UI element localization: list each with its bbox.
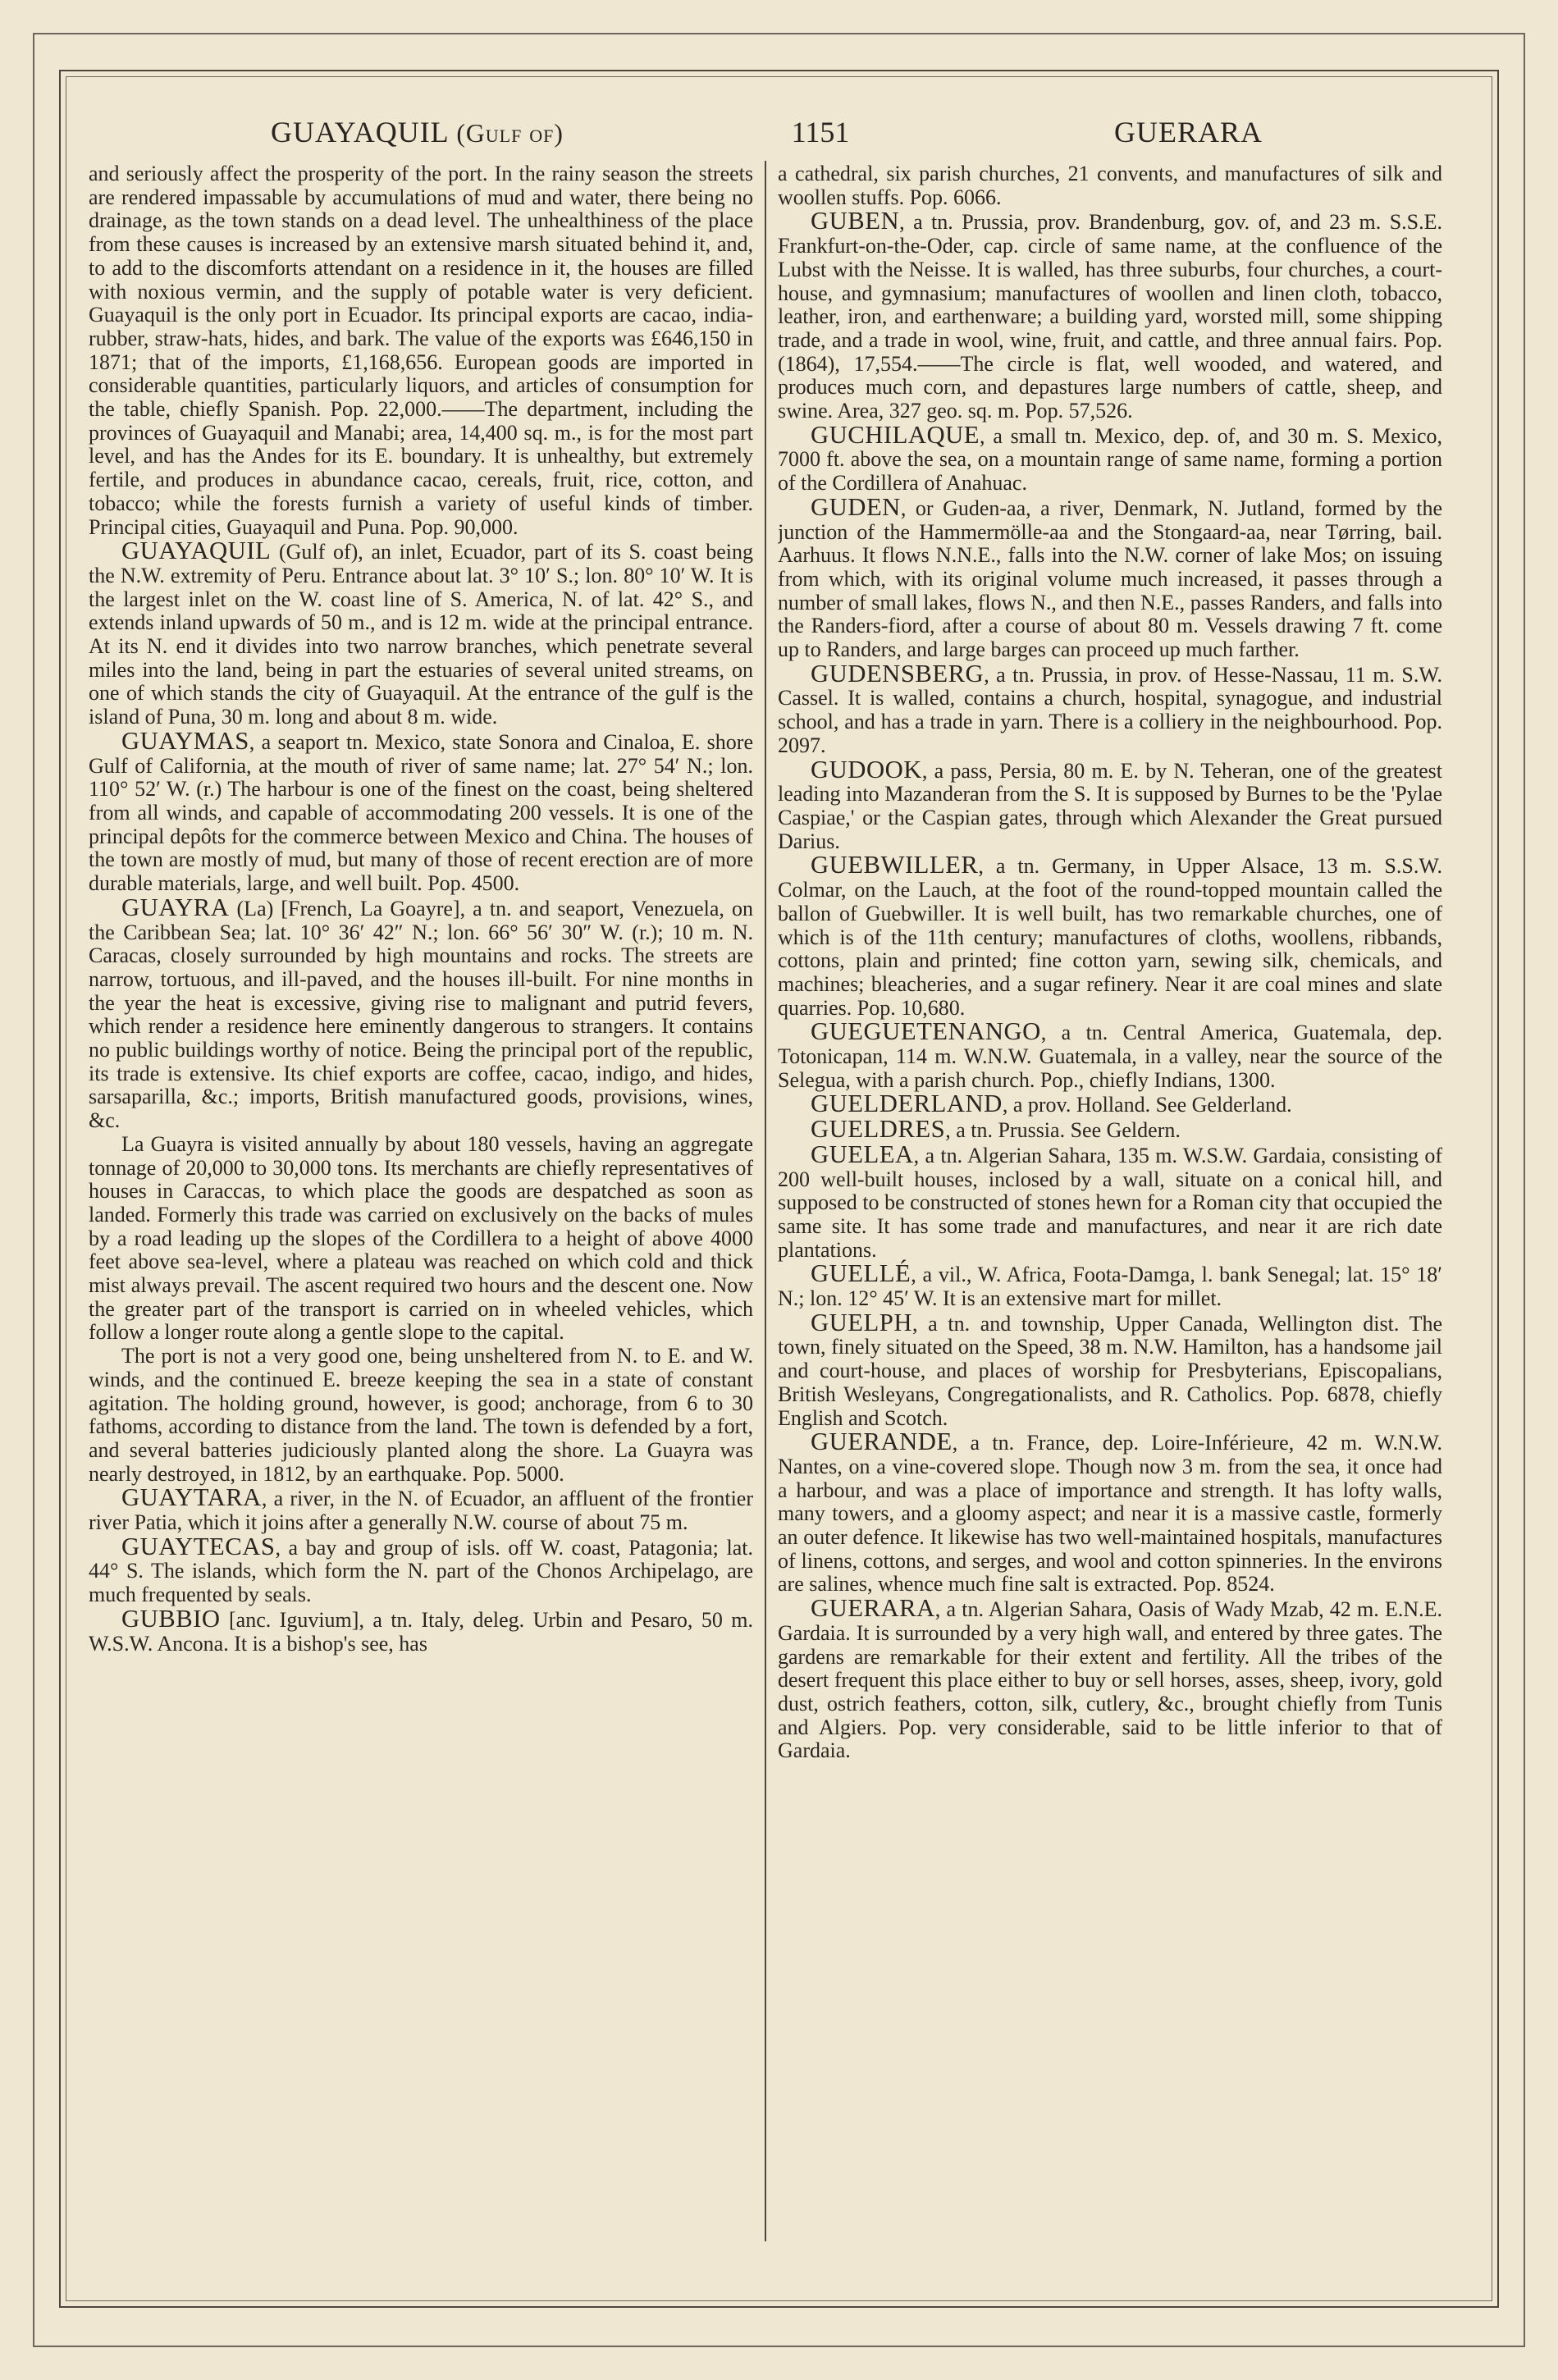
entry-text: and seriously affect the prosperity of the port. In the rainy season the streets are rendered impassable by accumulations of mud and water, there being no drainage, as the town stands on a dead level. The unhealthiness of the place from these causes is increased by an extensive marsh situated behind it, and, to add to the discomforts attendant on a residence in it, the houses are filled with noxious vermin, and the supply of potable water is very deficient. Guayaquil is the only port in Ecuador. Its principal exports are cacao, india-rubber, straw-hats, hides, and bark. The value of the exports was £646,150 in 1871; that of the imports, £1,168,656. European goods are imported in considerable quantities, particularly liquors, and articles of consumption for the table, chiefly Spanish. Pop. 22,000.——The department, including the provinces of Guayaquil and Manabi; area, 14,400 sq. m., is for the most part level, and has the Andes for its E. boundary. It is unhealthy, but extremely fertile, and produces in abundance cacao, cereals, fruit, rice, cotton, and tobacco; while the forests furnish a variety of useful kinds of timber. Principal cities, Guayaquil and Puna. Pop. 90,000. [89, 162, 753, 539]
entry-text: , a tn. France, dep. Loire-Inférieure, 42 m. W.N.W. Nantes, on a vine-covered slope. Though now 3 m. from the sea, it once had a harbour, and was a place of importance and strength. It has lofty walls, many towers, and a gloomy aspect; and near it is a massive castle, formerly an outer defence. It likewise has two well-maintained hospitals, manufactures of linens, cottons, and serges, and wool and cotton spinneries. In the environs are salines, whence much fine salt is extracted. Pop. 8524. [778, 1431, 1442, 1597]
entry-text: , a tn. Prussia. See Geldern. [945, 1118, 1181, 1143]
entry-text: , a tn. Central America, Guatemala, dep. Totonicapan, 114 m. W.N.W. Guatemala, in a valley, near the source of the Selegua, with a parish church. Pop., chiefly Indians, 1300. [778, 1021, 1442, 1092]
entry-headword: GUAYMAS [121, 726, 249, 755]
entry-headword: GUERARA [811, 1594, 935, 1623]
paragraph [89, 1345, 753, 1486]
header-left-sub: (Gulf of) [456, 119, 564, 148]
entry-text: , a pass, Persia, 80 m. E. by N. Teheran, one of the greatest leading into Mazanderan from the S. It is supposed by Burnes to be the 'Pylae Caspiae,' or the Caspian gates, through which Alexander the Great pursued Darius. [778, 758, 1442, 853]
gazetteer-entry [778, 1017, 1442, 1092]
entry-text: , a tn. and township, Upper Canada, Wellington dist. The town, finely situated on the Speed, 38 m. N.W. Hamilton, has a handsome jail and court-house, and places of worship for Presbyterians, Episcopalians, British Wesleyans, Congregationalists, and R. Catholics. Pop. 6878, chiefly English and Scotch. [778, 1311, 1442, 1430]
page-number: 1151 [791, 116, 850, 148]
entry-headword: GUDENSBERG [811, 659, 985, 688]
running-header [74, 108, 1484, 158]
entry-text: , a river, in the N. of Ecuador, an affluent of the frontier river Patia, which it joins after a generally N.W. course of about 75 m. [89, 1487, 753, 1535]
gazetteer-entry [89, 1483, 753, 1535]
entry-text: , a tn. Algerian Sahara, 135 m. W.S.W. Gardaia, consisting of 200 well-built houses, inclosed by a wall, situate on a conical hill, and supposed to be constructed of stones hewn for a Roman city that occupied the same site. It has some trade and manufactures, and near it are rich date plantations. [778, 1143, 1442, 1262]
gazetteer-entry [778, 209, 1442, 423]
entry-text: , a tn. Algerian Sahara, Oasis of Wady Mzab, 42 m. E.N.E. Gardaia. It is surrounded by a very high wall, and entered by three gates. The gardens are remarkable for their extent and fertility. All the tribes of the desert frequent this place either to buy or sell horses, asses, sheep, ivory, gold dust, ostrich feathers, cotton, silk, cutlery, &c., brought chiefly from Tunis and Algiers. Pop. very considerable, said to be little inferior to that of Gardaia. [778, 1597, 1442, 1763]
gazetteer-entry [778, 492, 1442, 662]
column-divider [765, 161, 766, 2241]
gazetteer-entry [778, 1259, 1442, 1311]
gazetteer-entry [778, 1308, 1442, 1431]
entry-text: a cathedral, six parish churches, 21 convents, and manufactures of silk and woollen stuffs. Pop. 6066. [778, 162, 1442, 209]
entry-headword: GUCHILAQUE [811, 420, 980, 449]
left-column [89, 162, 753, 2238]
entry-text: (Gulf of), an inlet, Ecuador, part of its S. coast being the N.W. extremity of Peru. Entrance about lat. 3° 10′ S.; lon. 80° 10′ W. It is the largest inlet on the W. coast line of S. America, N. of lat. 42° S., and extends inland upwards of 50 m., and is 12 m. wide at the principal entrance. At its N. end it divides into two narrow branches, which penetrate several miles into the land, being in part the estuaries of several united streams, on one of which stands the city of Guayaquil. At the entrance of the gulf is the island of Puna, 30 m. long and about 8 m. wide. [89, 540, 753, 729]
entry-headword: GUEGUETENANGO [811, 1017, 1041, 1046]
entry-headword: GUAYTECAS [121, 1532, 276, 1560]
gazetteer-entry [778, 1140, 1442, 1263]
entry-headword: GUELDERLAND [811, 1090, 1003, 1118]
gazetteer-entry [89, 539, 753, 729]
entry-headword: GUELPH [811, 1308, 912, 1336]
gazetteer-entry [778, 1594, 1442, 1763]
paragraph [89, 1133, 753, 1345]
continued-text [778, 162, 1442, 209]
entry-text: , a prov. Holland. See Gelderland. [1002, 1093, 1292, 1117]
entry-headword: GUDOOK [811, 755, 922, 783]
header-left-title: GUAYAQUIL [271, 116, 449, 148]
entry-text: [anc. Iguvium], a tn. Italy, deleg. Urbin and Pesaro, 50 m. W.S.W. Ancona. It is a bishop's see, has [89, 1607, 753, 1656]
entry-headword: GUELDRES [811, 1115, 946, 1144]
entry-headword: GUDEN [811, 492, 901, 521]
header-left [271, 115, 564, 149]
entry-text: La Guayra is visited annually by about 180 vessels, having an aggregate tonnage of 20,000 to 30,000 tons. Its merchants are chiefly representatives of houses in Caraccas, to which place the goods are despatched as soon as landed. Formerly this trade was carried on exclusively on the backs of mules by a road leading up the slopes of the Cordillera to a height of above 4000 feet above sea-level, where a plateau was reached on which cold and thick mist always prevail. The ascent required two hours and the descent one. Now the greater part of the transport is carried on in wheeled vehicles, which follow a longer route along a gentle slope to the capital. [89, 1131, 753, 1345]
entry-text: , or Guden-aa, a river, Denmark, N. Jutland, formed by the junction of the Hammermölle-aa and the Stongaard-aa, near Tørring, bail. Aarhuus. It flows N.N.E., falls into the N.W. corner of lake Mos; on issuing from which, with its original volume much increased, it passes through a number of small lakes, flows N., and then N.E., passes Randers, and falls into the Randers-fiord, after a course of about 80 m. Vessels drawing 7 ft. come up to Randers, and large barges can proceed up much farther. [778, 496, 1442, 662]
entry-headword: GUAYAQUIL [121, 537, 272, 565]
entry-text: , a tn. Prussia, prov. Brandenburg, gov. of, and 23 m. S.S.E. Frankfurt-on-the-Oder, cap. circle of same name, at the confluence of the Lubst with the Neisse. It is walled, has three suburbs, four churches, a court-house, and gymnasium; manufactures of woollen and linen cloth, tobacco, leather, iron, and earthenware; a building yard, worsted mill, some shipping trade, and a trade in wool, wine, fruit, and cattle, and three annual fairs. Pop. (1864), 17,554.——The circle is flat, well wooded, and watered, and produces much corn, and depastures large numbers of cattle, sheep, and swine. Area, 327 geo. sq. m. Pop. 57,526. [778, 210, 1442, 423]
gazetteer-entry [89, 893, 753, 1133]
entry-headword: GUERANDE [811, 1428, 953, 1456]
gazetteer-entry [778, 1117, 1442, 1143]
gazetteer-entry [89, 1604, 753, 1656]
gazetteer-entry [778, 1092, 1442, 1117]
gazetteer-entry [778, 853, 1442, 1020]
gazetteer-entry [778, 659, 1442, 758]
entry-text: , a tn. Prussia, in prov. of Hesse-Nassau, 11 m. S.W. Cassel. It is walled, contains a church, hospital, synagogue, and industrial school, and has a trade in yarn. There is a colliery in the neighbourhood. Pop. 2097. [778, 662, 1442, 757]
gazetteer-entry [89, 1532, 753, 1607]
entry-text: , a bay and group of isls. off W. coast, Patagonia; lat. 44° S. The islands, which form the N. part of the Chonos Archipelago, are much frequented by seals. [89, 1535, 753, 1607]
entry-headword: GUELEA [811, 1140, 914, 1168]
entry-headword: GUBBIO [121, 1604, 221, 1633]
header-right-title: GUERARA [1114, 116, 1263, 148]
entry-text: , a seaport tn. Mexico, state Sonora and Cinaloa, E. shore Gulf of California, at the mouth of river of same name; lat. 27° 54′ N.; lon. 110° 52′ W. (r.) The harbour is one of the finest on the coast, being sheltered from all winds, and capable of accommodating 200 vessels. It is one of the principal depôts for the commerce between Mexico and China. The houses of the town are mostly of mud, but many of those of recent erection are of more durable materials, large, and well built. Pop. 4500. [89, 729, 753, 896]
gazetteer-entry [89, 726, 753, 896]
entry-text: The port is not a very good one, being unsheltered from N. to E. and W. winds, and the continued E. breeze keeping the sea in a state of constant agitation. The holding ground, however, is good; anchorage, from 6 to 30 fathoms, according to distance from the land. The town is defended by a fort, and several batteries judiciously planted along the shore. La Guayra was nearly destroyed, in 1812, by an earthquake. Pop. 5000. [89, 1344, 753, 1486]
entry-headword: GUELLÉ [811, 1259, 911, 1288]
entry-text: , a small tn. Mexico, dep. of, and 30 m. S. Mexico, 7000 ft. above the sea, on a mountain range of same name, forming a portion of the Cordillera of Anahuac. [778, 423, 1442, 496]
continued-text [89, 162, 753, 539]
gazetteer-entry [778, 420, 1442, 496]
gazetteer-entry [778, 1430, 1442, 1597]
right-column [778, 162, 1442, 2238]
entry-text: , a tn. Germany, in Upper Alsace, 13 m. S.S.W. Colmar, on the Lauch, at the foot of the round-topped mountain called the ballon of Guebwiller. It is well built, has two remarkable churches, one of which is of the 11th century; manufactures of cloths, woollens, ribbands, cottons, plain and printed; fine cotton yarn, sewing silk, chemicals, and machines; bleacheries, and a sugar refinery. Near it are coal mines and slate quarries. Pop. 10,680. [778, 854, 1442, 1020]
entry-text: (La) [French, La Goayre], a tn. and seaport, Venezuela, on the Caribbean Sea; lat. 10° 36′ 42″ N.; lon. 66° 56′ 30″ W. (r.); 10 m. N. Caracas, closely surrounded by high mountains and rocks. The streets are narrow, tortuous, and ill-paved, and the houses ill-built. For nine months in the year the heat is excessive, giving rise to malignant and putrid fevers, which render a residence here eminently dangerous to strangers. It contains no public buildings worthy of notice. Being the principal port of the republic, its trade is extensive. Its chief exports are coffee, cacao, indigo, and hides, sarsaparilla, &c.; imports, British manufactured goods, provisions, wines, &c. [89, 896, 753, 1133]
entry-headword: GUAYTARA [121, 1483, 262, 1512]
entry-headword: GUEBWILLER [811, 851, 979, 879]
entry-headword: GUAYRA [121, 893, 230, 921]
entry-headword: GUBEN [811, 207, 900, 235]
gazetteer-entry [778, 755, 1442, 854]
entry-text: , a vil., W. Africa, Foota-Damga, l. bank Senegal; lat. 15° 18′ N.; lon. 12° 45′ W. It is an extensive mart for millet. [778, 1263, 1442, 1311]
